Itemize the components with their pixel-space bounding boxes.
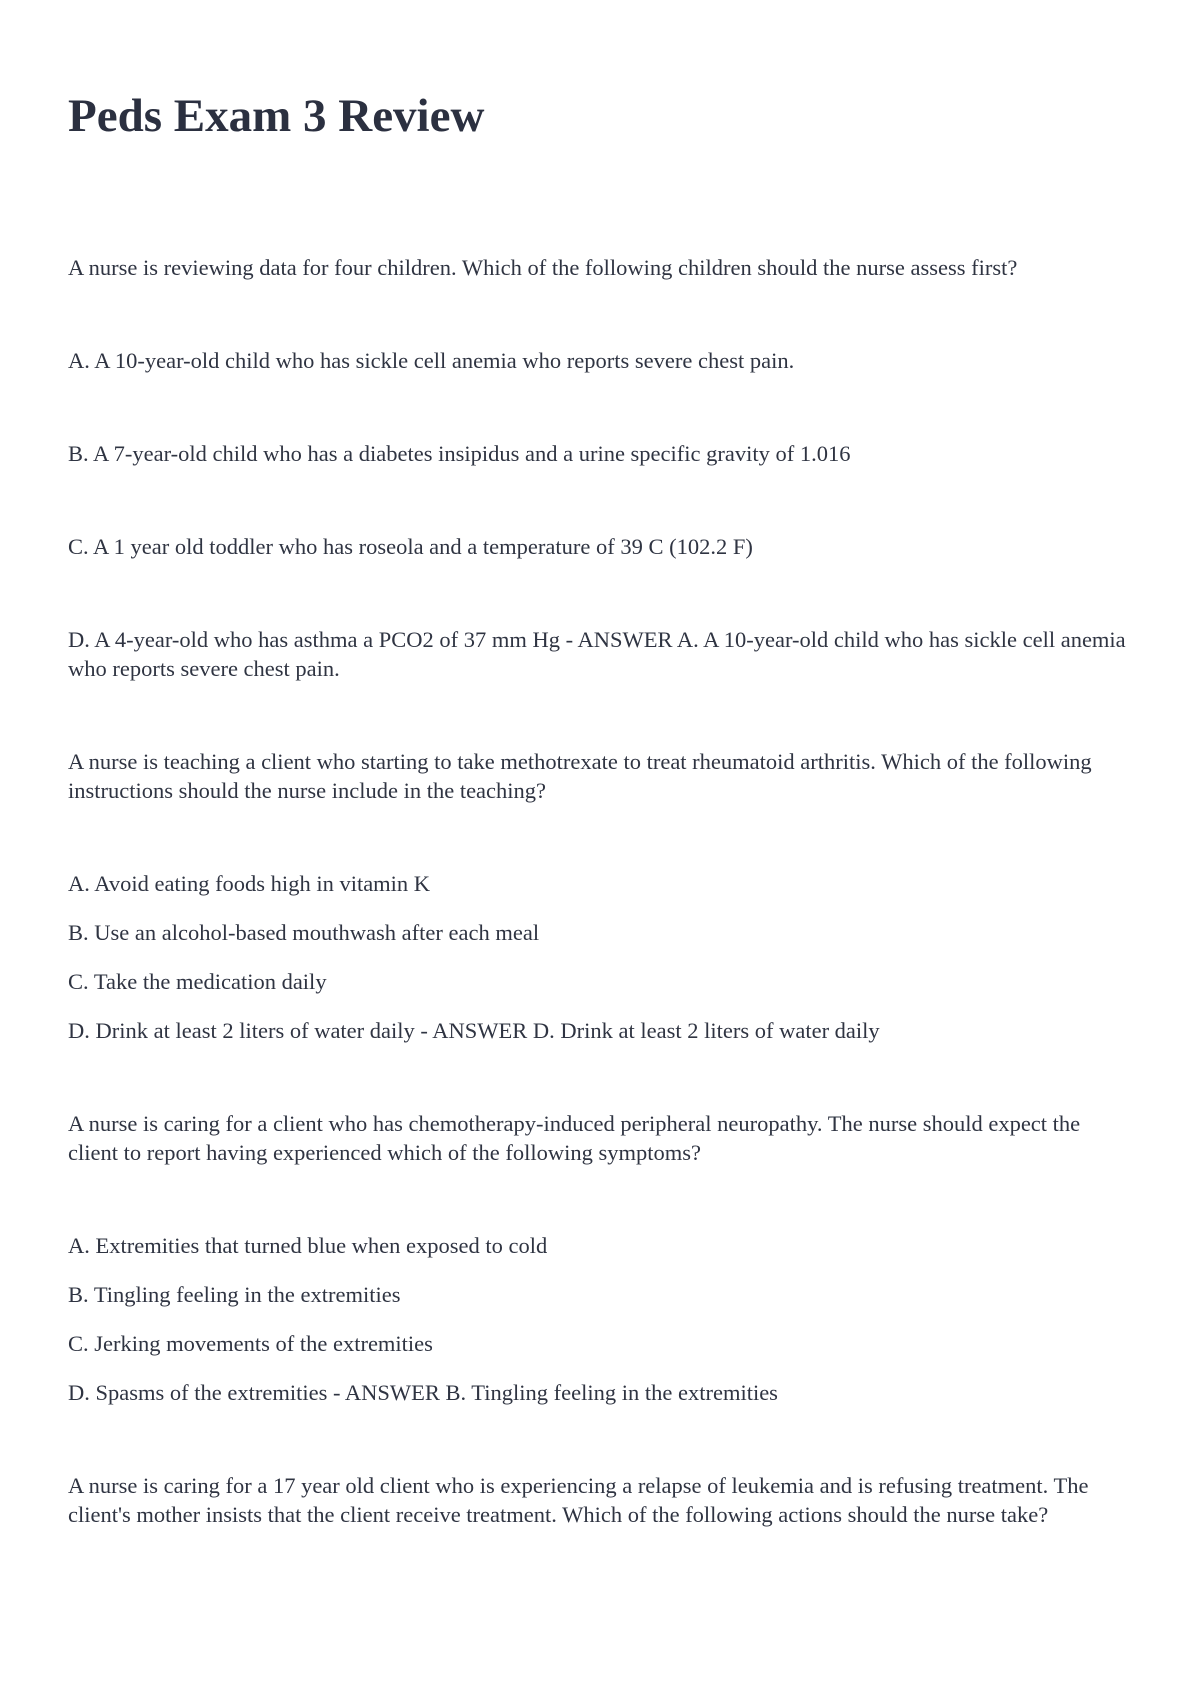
document-title: Peds Exam 3 Review	[68, 90, 485, 142]
question-2-option-a: A. Avoid eating foods high in vitamin K	[68, 871, 431, 896]
question-2-option-b: B. Use an alcohol-based mouthwash after each meal	[68, 920, 540, 945]
question-3-option-a: A. Extremities that turned blue when exposed to cold	[68, 1233, 548, 1258]
question-1-option-b: B. A 7-year-old child who has a diabetes insipidus and a urine specific gravity of 1.016	[68, 441, 851, 466]
question-3-option-d-answer: D. Spasms of the extremities - ANSWER B. Tingling feeling in the extremities	[68, 1380, 778, 1405]
question-3-option-c: C. Jerking movements of the extremities	[68, 1331, 433, 1356]
question-2-stem: A nurse is teaching a client who starting to take methotrexate to treat rheumatoid arthritis. Which of the following instructions should the nurse include in the teaching?	[68, 749, 1092, 803]
question-3-stem: A nurse is caring for a client who has chemotherapy-induced peripheral neuropathy. The nurse should expect the client to report having experienced which of the following symptoms?	[68, 1111, 1081, 1165]
question-2-option-c: C. Take the medication daily	[68, 969, 327, 994]
question-1-stem: A nurse is reviewing data for four children. Which of the following children should the nurse assess first?	[68, 255, 1018, 280]
question-4-stem: A nurse is caring for a 17 year old client who is experiencing a relapse of leukemia and is refusing treatment. The client's mother insists that the client receive treatment. Which of the following actions should the nurse take?	[68, 1473, 1089, 1527]
question-1-option-c: C. A 1 year old toddler who has roseola and a temperature of 39 C (102.2 F)	[68, 534, 753, 559]
question-2-option-d-answer: D. Drink at least 2 liters of water daily - ANSWER D. Drink at least 2 liters of water daily	[68, 1018, 880, 1043]
question-1-option-a: A. A 10-year-old child who has sickle cell anemia who reports severe chest pain.	[68, 348, 795, 373]
question-1-option-d-answer: D. A 4-year-old who has asthma a PCO2 of 37 mm Hg - ANSWER A. A 10-year-old child who has sickle cell anemia who reports severe chest pain.	[68, 627, 1126, 681]
question-3-option-b: B. Tingling feeling in the extremities	[68, 1282, 401, 1307]
